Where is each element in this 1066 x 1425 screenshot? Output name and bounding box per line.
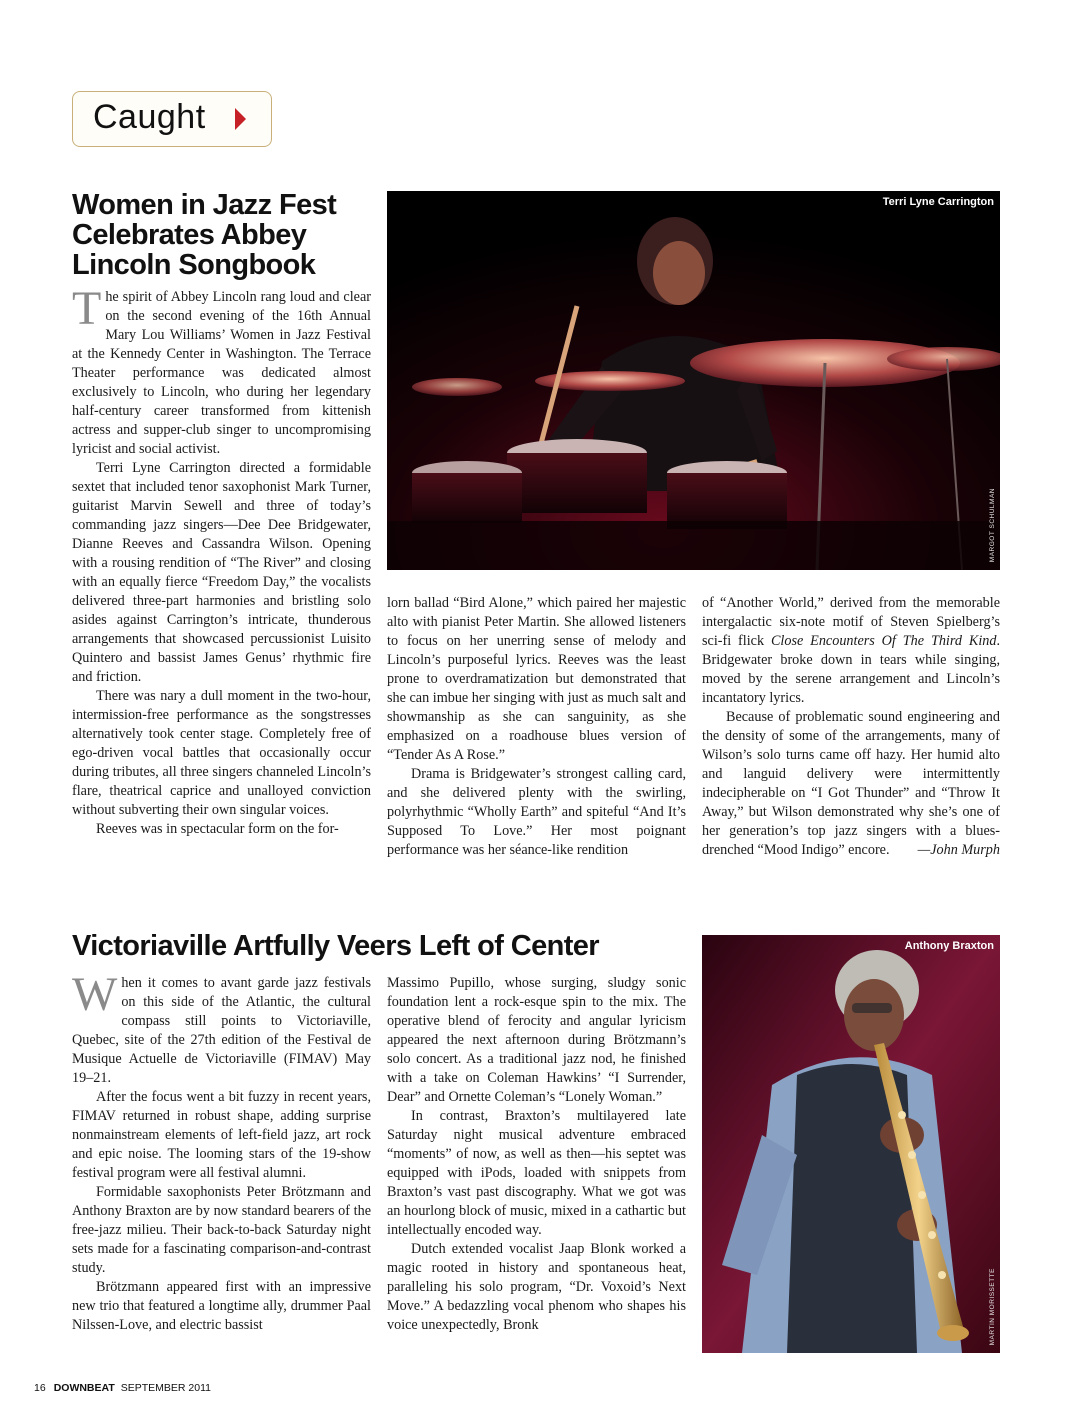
- page-number: 16: [34, 1382, 46, 1394]
- article1-column-1: [72, 282, 371, 839]
- article1-photo-credit: MARGOT SCHULMAN: [989, 487, 996, 562]
- article1-paragraph-5b: of “Another World,” derived from the memorable intergalactic six-note motif of Steven Spielberg’s sci-fi flick Close Encounters Of The Third Kind. Bridgewater broke down in tears while singing, moved by the serene arrangement and Lincoln’s incantatory lyrics.: [702, 595, 1000, 706]
- film-title: Close Encounters Of The Third Kind: [770, 633, 997, 649]
- page-footer: [34, 1382, 211, 1394]
- article1-paragraph-3: There was nary a dull moment in the two-hour, intermission-free performance as the songstresses alternatively took center stage. Completely free of ego-driven vocal battles that occasionally occur during tributes, all three singers channeled Lincoln’s flare, theatrical caprice and unalloyed conviction without subverting their own singular voices.: [72, 688, 371, 818]
- article2-headline: Victoriaville Artfully Veers Left of Center: [72, 930, 599, 962]
- article1-photo: [387, 191, 1000, 570]
- arrow-right-icon: [235, 108, 246, 130]
- article2-paragraph-3: Formidable saxophonists Peter Brötzmann and Anthony Braxton are by now standard bearers of the free-jazz milieu. Their back-to-back Saturday night sets made for a fascinating comparison-and-contrast study.: [72, 1184, 371, 1276]
- article1-paragraph-5a: Drama is Bridgewater’s strongest calling card, and she delivered plenty with the swirling, polyrhythmic “Wholly Earth” and spiteful “And It’s Supposed To Love.” Her most poignant performance was her séance-like rendition: [387, 766, 686, 858]
- article1-column-2: [387, 594, 686, 860]
- article2-photo-caption: Anthony Braxton: [904, 940, 994, 952]
- article1-paragraph-6: Because of problematic sound engineering and the density of some of the arrangements, many of Wilson’s solo turns came off hazy. Her humid alto and languid delivery were intermittently indecipherable on “I Got Thunder” and “Throw It Away,” but Wilson demonstrated why she’s one of her generation’s top jazz singers with a blues-drenched “Mood Indigo” encore. —John Murph: [702, 709, 1000, 858]
- article2-photo-credit: MARTIN MORISSETTE: [989, 1267, 996, 1345]
- issue-date: SEPTEMBER 2011: [120, 1382, 211, 1394]
- article2-paragraph-5: In contrast, Braxton’s multilayered late Saturday night musical adventure embraced “moments” of now, as well as then—his septet was equipped with iPods, loaded with snippets from Braxton’s vast past discography. What we got was an hourlong block of music, mixed in a cathartic but intellectually encoded way.: [387, 1108, 686, 1238]
- article1-dropcap: T: [72, 282, 102, 335]
- article2-photo: [702, 935, 1000, 1353]
- article1-paragraph-4b: lorn ballad “Bird Alone,” which paired her majestic alto with pianist Peter Martin. She allowed listeners to focus on her unerring sense of melody and Lincoln’s purposeful lyrics. Reeves was the least prone to overdramatization but demonstrated that she can imbue her singing with just as much salt and showmanship as she can sanguinity, as she emphasized on a roadhouse blues version of “Tender As A Rose.”: [387, 595, 686, 763]
- article2-paragraph-4a: Brötzmann appeared first with an impressive new trio that featured a longtime ally, drummer Paal Nilssen-Love, and electric bassist: [72, 1279, 371, 1333]
- section-tab: [72, 91, 272, 147]
- saxophonist-photo-image: [702, 935, 1000, 1353]
- article2-paragraph-2: After the focus went a bit fuzzy in recent years, FIMAV returned in robust shape, adding surprise nonmainstream elements of left-field jazz, art rock and epic noise. The looming stars of the 19-show festival program were all festival alumni.: [72, 1089, 371, 1181]
- article1-paragraph-1: The spirit of Abbey Lincoln rang loud and clear on the second evening of the 16th Annual Mary Lou Williams’ Women in Jazz Festival at the Kennedy Center in Washington. The Terrace Theater performance was dedicated almost exclusively to Lincoln, who during her legendary half-century career transformed from kittenish actress and supper-club singer to uncompromising lyricist and social activist.: [72, 282, 371, 457]
- article2-column-2: [387, 974, 686, 1335]
- article1-paragraph-4a: Reeves was in spectacular form on the for-: [96, 821, 339, 837]
- drummer-photo-image: [387, 191, 1000, 570]
- article2-column-1: [72, 968, 371, 1335]
- article2-paragraph-4b: Massimo Pupillo, whose surging, sludgy sonic foundation lent a rock-esque spin to the mix. The operative blend of ferocity and angular lyricism appeared the next afternoon during Brötzmann’s solo concert. As a traditional jazz nod, he finished with a take on Coleman Hawkins’ “I Surrender, Dear” and Ornette Coleman’s “Lonely Woman.”: [387, 975, 686, 1105]
- article2-paragraph-6: Dutch extended vocalist Jaap Blonk worked a magic rooted in history and spontaneous heat, paralleling his solo program, “Dr. Voxoid’s Next Move.” A bedazzling vocal phenom who shapes his voice unexpectedly, Bronk: [387, 1241, 686, 1333]
- article1-column-3: [702, 594, 1000, 860]
- article2-dropcap: W: [72, 968, 118, 1021]
- article2-paragraph-1: When it comes to avant garde jazz festivals on this side of the Atlantic, the cultural compass still points to Victoriaville, Quebec, site of the 27th edition of the Festival de Musique Actuelle de Victoriaville (FIMAV) May 19–21.: [72, 968, 371, 1086]
- article1-photo-caption: Terri Lyne Carrington: [882, 196, 994, 208]
- article1-headline: Women in Jazz Fest Celebrates Abbey Lincoln Songbook: [72, 189, 337, 281]
- section-label: Caught: [93, 98, 206, 136]
- article1-paragraph-2: Terri Lyne Carrington directed a formidable sextet that included tenor saxophonist Mark Turner, guitarist Marvin Sewell and three of today’s commanding jazz singers—Dee Dee Bridgewater, Dianne Reeves and Cassandra Wilson. Opening with a rousing rendition of “The River” and closing with an equally fierce “Freedom Day,” the vocalists delivered three-part harmonies and bristling solo asides against Carrington’s intricate, thunderous arrangements that showcased percussionist Luisito Quintero and bassist James Genus’ rhythmic fire and friction.: [72, 460, 371, 685]
- magazine-brand: DOWNBEAT: [53, 1382, 115, 1394]
- article1-byline: —John Murph: [917, 842, 1000, 858]
